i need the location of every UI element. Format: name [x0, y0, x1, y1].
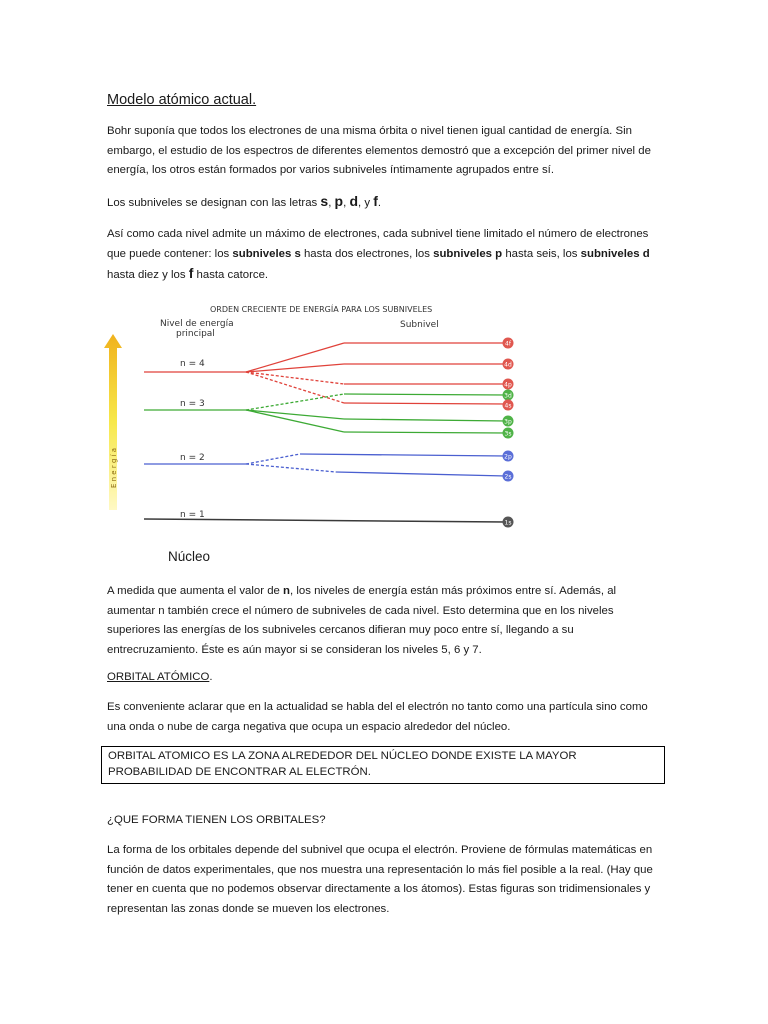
paragraph-bohr: Bohr suponía que todos los electrones de una misma órbita o nivel tienen igual cantidad de energía. Sin embargo, el estudio de los espectros de diferentes elementos demostró que a excepción del primer nivel de energía, los otros están formados por varios subniveles íntimamente agrupados entre sí. — [107, 125, 651, 176]
subshell-3d — [503, 390, 514, 401]
subshell-1s-label: 1s — [504, 519, 512, 527]
subshell-1s — [503, 517, 514, 528]
subshell-4f-label: 4f — [505, 340, 511, 348]
text-span: hasta diez y los — [107, 269, 189, 281]
text-span: , y — [358, 197, 374, 209]
paragraph-subniveles-letras — [107, 192, 667, 214]
subshell-3p-label: 3p — [504, 418, 512, 426]
level-n3-label: n = 3 — [180, 399, 205, 409]
bold-n: n — [283, 585, 291, 597]
subshell-4s — [503, 400, 514, 411]
text-span: . — [209, 671, 213, 683]
level-n1-lines — [144, 519, 506, 522]
nucleo-caption: Núcleo — [168, 549, 211, 564]
subshell-2s-label: 2s — [504, 473, 512, 481]
text-span: , los niveles de energía están más próximos entre sí. Además, al aumentar n también crece el número de subniveles de cada nivel. Esto determina que en los niveles superiores las energías de los subniveles cercanos difieran muy poco entre sí, llegando a su entrecruzamiento. Éste es aún mayor si se consideran los niveles 5, 6 y 7. — [107, 585, 617, 656]
orbital-atomico-heading — [107, 668, 667, 688]
text-span: . — [377, 197, 382, 209]
subshell-4p — [503, 379, 514, 390]
definition-box: ORBITAL ATOMICO ES LA ZONA ALREDEDOR DEL NÚCLEO DONDE EXISTE LA MAYOR PROBABILIDAD DE ENCONTRAR AL ELECTRÓN. — [101, 746, 665, 784]
subshell-4s-label: 4s — [504, 402, 512, 410]
subshell-3s — [503, 428, 514, 439]
orbital-heading-text: ORBITAL ATÓMICO — [107, 671, 210, 683]
text-span: hasta dos electrones, los — [300, 247, 434, 260]
text-span: Así como cada nivel admite un máximo de electrones, cada subnivel tiene limitado el número de electrones que puede contener: los — [107, 228, 649, 260]
subshell-3p — [503, 416, 514, 427]
level-label-line2: principal — [176, 329, 215, 339]
letter-s: s — [320, 193, 329, 209]
level-n2-label: n = 2 — [180, 453, 205, 463]
bold-f: f — [188, 265, 194, 281]
subshell-3d-label: 3d — [504, 392, 512, 400]
subshell-4f — [503, 338, 514, 349]
subshell-4d — [503, 359, 514, 370]
subshell-3s-label: 3s — [504, 430, 512, 438]
text-span: , — [328, 197, 335, 209]
paragraph-forma-orbitales: La forma de los orbitales depende del subnivel que ocupa el electrón. Proviene de fórmulas matemáticas en función de datos experimentales, que nos muestra una representación lo más fiel posible a la real. (Hay que tener en cuenta que no podemos observar directamente a los átomos). Estas figuras son tridimensionales y representan las zonas donde se mueven los electrones. — [107, 844, 653, 915]
page-title: Modelo atómico actual. — [107, 92, 257, 108]
energy-axis-label: E n e r g í a — [110, 447, 118, 488]
text-span: hasta catorce. — [193, 269, 269, 281]
letter-d: d — [349, 193, 358, 209]
text-span: , — [343, 197, 350, 209]
question-heading: ¿QUE FORMA TIENEN LOS ORBITALES? — [107, 814, 326, 826]
paragraph-capacidad — [107, 225, 667, 286]
text-span: hasta seis, los — [502, 247, 581, 260]
subnivel-label: Subnivel — [400, 320, 439, 330]
subshell-2s — [503, 471, 514, 482]
subshell-2p-label: 2p — [504, 453, 512, 461]
level-n1-label: n = 1 — [180, 510, 205, 520]
subshell-2p — [503, 451, 514, 462]
paragraph-entrecruzamiento — [107, 582, 667, 660]
level-label-line1: Nivel de energía — [160, 319, 234, 329]
text-span: Los subniveles se designan con las letras — [107, 197, 321, 209]
bold-subniveles-p: subniveles p — [433, 247, 503, 260]
bold-subniveles-d: subniveles d — [580, 247, 650, 260]
bold-subniveles-s: subniveles s — [232, 247, 301, 260]
energy-level-diagram — [100, 296, 530, 536]
text-span: A medida que aumenta el valor de — [107, 585, 284, 597]
diagram-header: ORDEN CRECIENTE DE ENERGÍA PARA LOS SUBNIVELES — [210, 305, 433, 314]
subshell-4d-label: 4d — [504, 361, 512, 369]
paragraph-onda: Es conveniente aclarar que en la actualidad se habla del el electrón no tanto como una partícula sino como una onda o nube de carga negativa que ocupa un espacio alrededor del núcleo. — [107, 701, 648, 733]
letter-f: f — [373, 193, 378, 209]
letter-p: p — [334, 193, 344, 209]
energy-arrow — [104, 334, 122, 510]
subshell-4p-label: 4p — [504, 381, 512, 389]
level-n4-label: n = 4 — [180, 359, 205, 369]
